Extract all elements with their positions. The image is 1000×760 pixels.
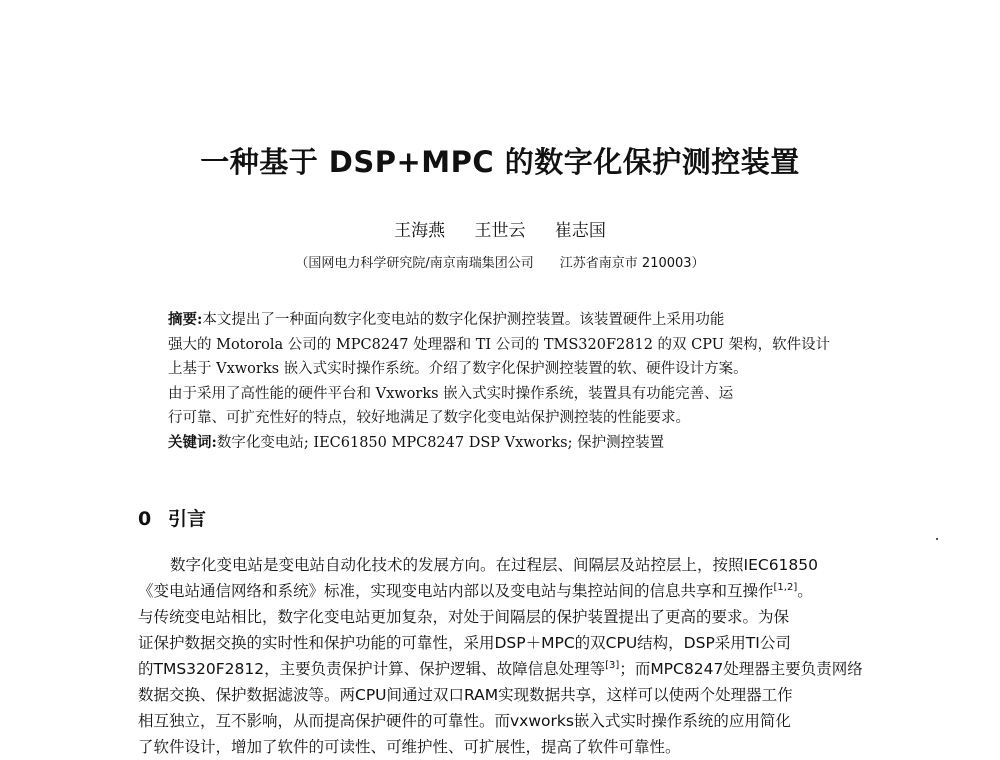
body-line: [138, 656, 878, 682]
abstract-text: 本文提出了一种面向数字化变电站的数字化保护测控装置。该装置硬件上采用功能: [202, 312, 725, 328]
body-line-tail: 。: [797, 582, 813, 600]
abstract-line: 强大的 Motorola 公司的 MPC8247 处理器和 TI 公司的 TMS320F2812 的双 CPU 架构，软件设计: [168, 336, 831, 353]
body-line: 数字化变电站是变电站自动化技术的发展方向。在过程层、间隔层及站控层上，按照IEC61850: [170, 556, 818, 574]
body-line-tail: ；而MPC8247处理器主要负责网络: [619, 660, 863, 678]
keywords-text: 数字化变电站; IEC61850 MPC8247 DSP Vxworks; 保护测控装置: [216, 434, 665, 451]
author-name: 王海燕: [394, 221, 446, 241]
citation: [1,2]: [773, 581, 798, 593]
section-title: 引言: [168, 508, 207, 530]
author-name: 王世云: [474, 221, 526, 241]
keywords-line: [168, 431, 848, 456]
body-line: [138, 578, 878, 604]
abstract-line: 由于采用了高性能的硬件平台和 Vxworks 嵌入式实时操作系统，装置具有功能完善、运: [168, 385, 734, 402]
abstract-line: 行可靠、可扩充性好的特点，较好地满足了数字化变电站保护测控装的性能要求。: [168, 410, 690, 426]
author-name: 崔志国: [554, 221, 606, 241]
paper-title: 一种基于 DSP+MPC 的数字化保护测控装置: [200, 145, 800, 179]
abstract-label: 摘要:: [168, 311, 203, 328]
affiliation: （国网电力科学研究院/南京南瑞集团公司 江苏省南京市 210003）: [295, 256, 705, 271]
keywords-label: 关键词:: [168, 433, 217, 451]
citation: [3]: [605, 659, 620, 671]
abstract-line: [168, 308, 848, 333]
body-paragraph: [138, 552, 878, 760]
body-line: 了软件设计，增加了软件的可读性、可维护性、可扩展性，提高了软件可靠性。: [138, 738, 681, 756]
body-line-text: 《变电站通信网络和系统》标准，实现变电站内部以及变电站与集控站间的信息共享和互操作: [138, 582, 774, 600]
body-line-text: 的TMS320F2812，主要负责保护计算、保护逻辑、故障信息处理等: [138, 660, 606, 678]
section-number: 0: [138, 508, 152, 530]
body-line: 证保护数据交换的实时性和保护功能的可靠性，采用DSP＋MPC的双CPU结构，DSP采用TI公司: [138, 634, 791, 652]
body-line: 数据交换、保护数据滤波等。两CPU间通过双口RAM实现数据共享，这样可以使两个处理器工作: [138, 686, 793, 704]
author-list: [0, 216, 1000, 241]
abstract: [168, 308, 848, 455]
body-line: 相互独立，互不影响，从而提高保护硬件的可靠性。而vxworks嵌入式实时操作系统的应用简化: [138, 712, 791, 730]
scan-speck: [936, 538, 938, 540]
abstract-line: 上基于 Vxworks 嵌入式实时操作系统。介绍了数字化保护测控装置的软、硬件设计方案。: [168, 361, 748, 377]
body-line: 与传统变电站相比，数字化变电站更加复杂，对处于间隔层的保护装置提出了更高的要求。为保: [138, 608, 790, 626]
section-heading: [138, 504, 206, 531]
